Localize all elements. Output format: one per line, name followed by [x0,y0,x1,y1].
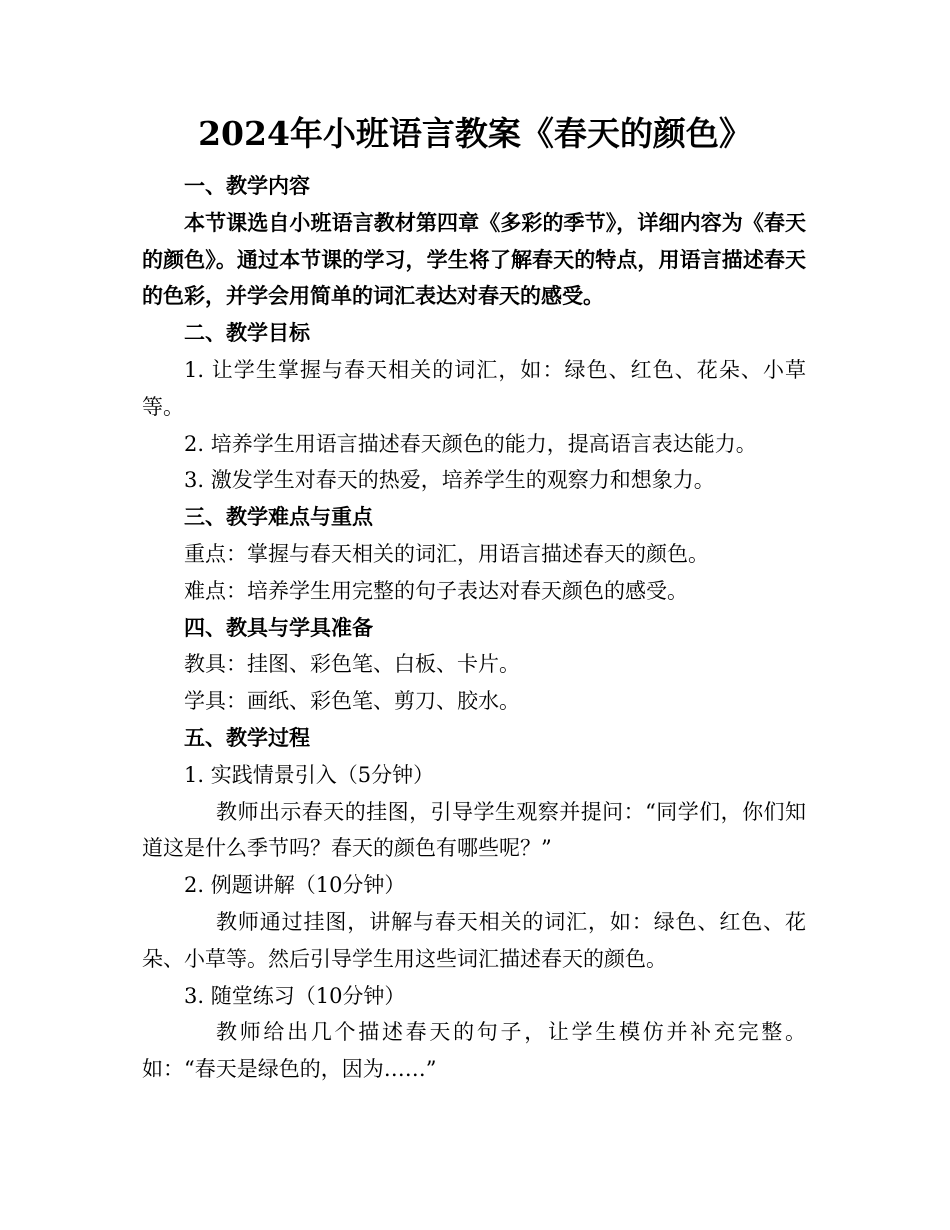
section-heading-teaching-objectives: 二、教学目标 [184,320,310,346]
teaching-aids-text: 教具：挂图、彩色笔、白板、卡片。 [184,652,520,677]
objective-item: 1. 让学生掌握与春天相关的词汇，如：绿色、红色、花朵、小草等。 [142,357,806,419]
key-point-text: 重点：掌握与春天相关的词汇，用语言描述春天的颜色。 [184,541,709,566]
process-step-label: 3. 随堂练习（10分钟） [184,983,406,1008]
document-body [142,168,806,1088]
section-heading-key-points: 三、教学难点与重点 [184,504,373,530]
teaching-content-paragraph: 本节课选自小班语言教材第四章《多彩的季节》，详细内容为《春天的颜色》。通过本节课的学习，学生将了解春天的特点，用语言描述春天的色彩，并学会用简单的词汇表达对春天的感受。 [142,209,806,309]
objective-item: 3. 激发学生对春天的热爱，培养学生的观察力和想象力。 [184,468,715,493]
section-heading-teaching-content: 一、教学内容 [184,173,310,198]
objective-item: 2. 培养学生用语言描述春天颜色的能力，提高语言表达能力。 [184,431,757,456]
process-step-label: 1. 实践情景引入（5分钟） [184,762,435,787]
section-heading-teaching-process: 五、教学过程 [184,724,310,750]
document-title: 2024年小班语言教案《春天的颜色》 [198,114,752,153]
learning-aids-text: 学具：画纸、彩色笔、剪刀、胶水。 [184,689,520,714]
difficulty-text: 难点：培养学生用完整的句子表达对春天颜色的感受。 [184,578,688,603]
process-step-label: 2. 例题讲解（10分钟） [184,873,406,898]
process-step-text: 教师出示春天的挂图，引导学生观察并提问：“同学们，你们知道这是什么季节吗？春天的颜色有哪些呢？” [142,799,806,861]
process-step-text: 教师通过挂图，讲解与春天相关的词汇，如：绿色、红色、花朵、小草等。然后引导学生用这些词汇描述春天的颜色。 [142,909,806,971]
process-step-text: 教师给出几个描述春天的句子，让学生模仿并补充完整。如：“春天是绿色的，因为……” [142,1020,806,1082]
section-heading-materials: 四、教具与学具准备 [184,614,373,640]
